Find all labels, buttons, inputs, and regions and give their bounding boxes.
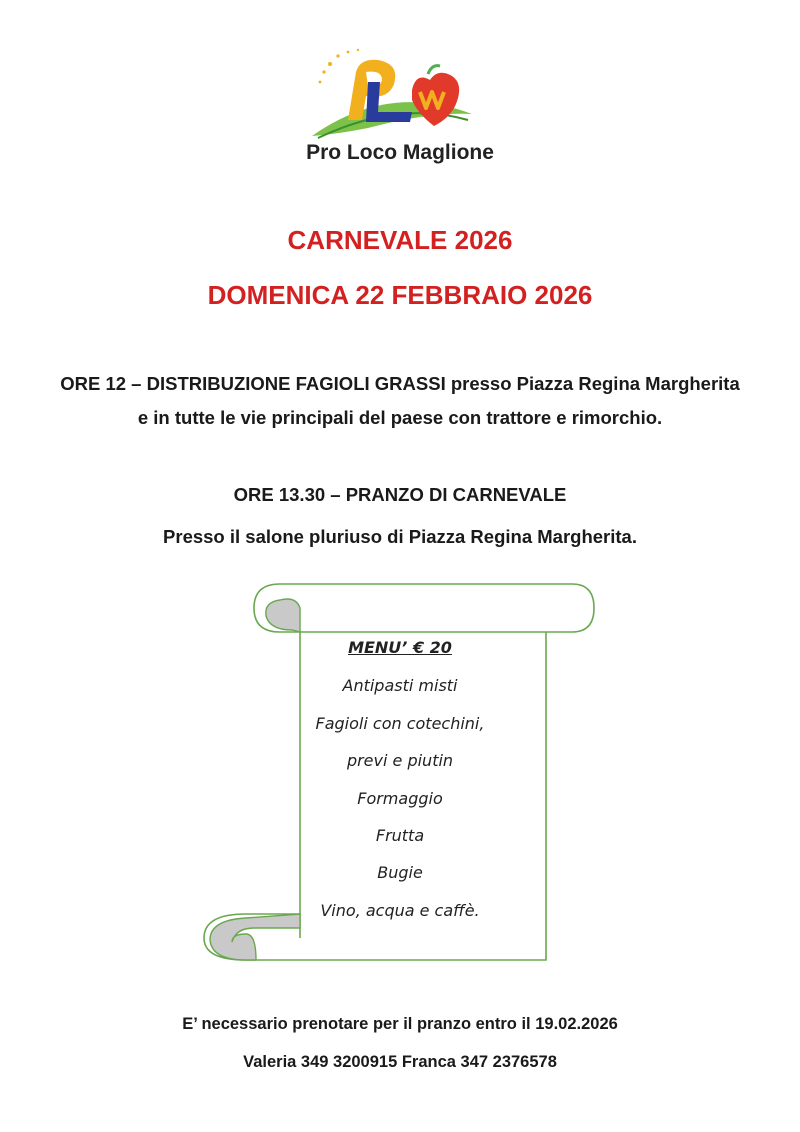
menu-item: Frutta — [375, 826, 425, 845]
menu-item: Fagioli con cotechini, — [315, 714, 485, 733]
distribution-text: ORE 12 – DISTRIBUZIONE FAGIOLI GRASSI presso Piazza Regina Margherita e in tutte le vie principali del paese con trattore e rimorchio. — [60, 373, 740, 428]
booking-notice: E’ necessario prenotare per il pranzo entro il 19.02.2026 — [182, 1015, 618, 1033]
menu-item: Formaggio — [357, 789, 443, 808]
contact-numbers: Valeria 349 3200915 Franca 347 2376578 — [243, 1053, 557, 1071]
menu-item: Bugie — [377, 863, 423, 882]
organization-name: Pro Loco Maglione — [306, 141, 494, 164]
event-title: CARNEVALE 2026 — [287, 225, 513, 255]
menu-item: Antipasti misti — [342, 676, 458, 695]
pro-loco-logo — [308, 42, 478, 142]
lunch-location-text: Presso il salone pluriuso di Piazza Regina Margherita. — [163, 526, 637, 547]
menu-item: Vino, acqua e caffè. — [320, 901, 480, 920]
menu-item: previ e piutin — [346, 751, 454, 770]
lunch-time-text: ORE 13.30 – PRANZO DI CARNEVALE — [233, 484, 567, 505]
menu-title: MENU’ € 20 — [348, 638, 452, 657]
event-date: DOMENICA 22 FEBBRAIO 2026 — [207, 280, 593, 310]
